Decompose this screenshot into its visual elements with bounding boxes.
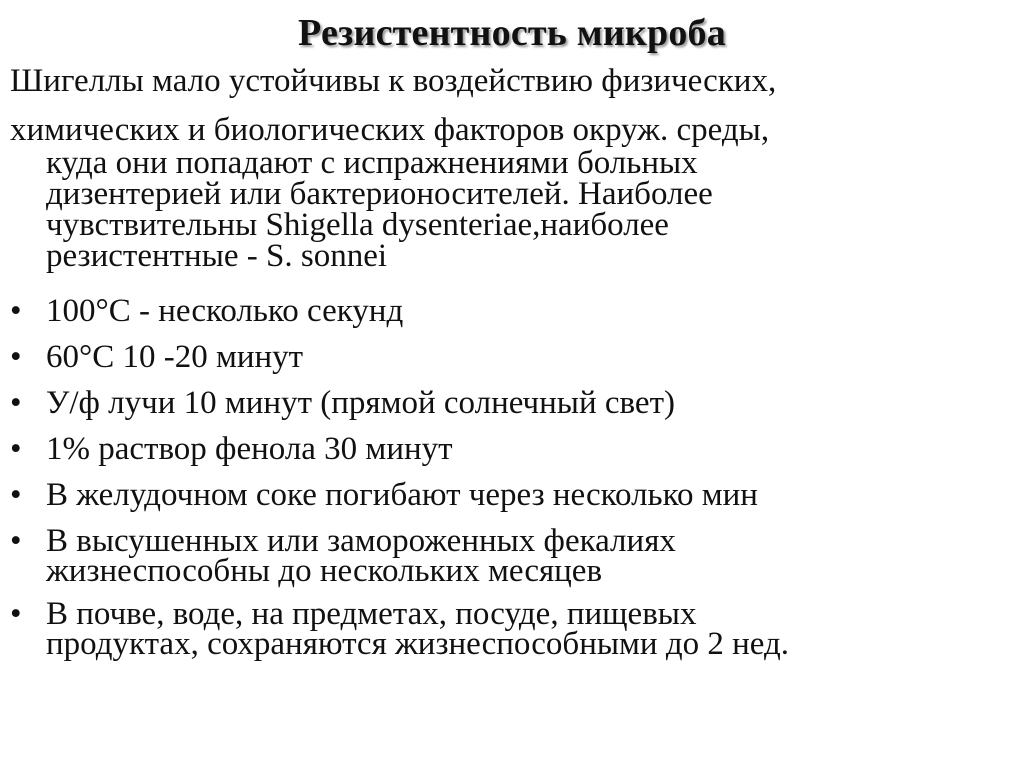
bullet-icon: • xyxy=(10,523,22,559)
bullet-item-environment xyxy=(0,595,1010,660)
bullet-item-uv xyxy=(0,384,1010,422)
bullet-text: В почве, воде, на предметах, посуде, пищевых xyxy=(46,596,697,632)
bullet-icon: • xyxy=(10,293,22,329)
bullet-item-feces xyxy=(0,522,1010,587)
bullet-list xyxy=(0,292,1010,668)
intro-line: Шигеллы мало устойчивы к воздействию физических, xyxy=(10,63,777,99)
bullet-item-60c xyxy=(0,338,1010,376)
bullet-icon: • xyxy=(10,431,22,467)
bullet-icon: • xyxy=(10,339,22,375)
bullet-icon: • xyxy=(10,596,22,632)
intro-line: резистентные - S. sonnei xyxy=(46,238,388,274)
bullet-text: 1% раствор фенола 30 минут xyxy=(46,431,453,467)
intro-paragraph xyxy=(10,63,1010,272)
bullet-item-boiling xyxy=(0,292,1010,330)
bullet-text: 60°С 10 -20 минут xyxy=(46,339,304,375)
bullet-icon: • xyxy=(10,385,22,421)
intro-line: куда они попадают с испражнениями больных xyxy=(46,145,698,181)
slide-title: Резистентность микроба xyxy=(298,12,726,54)
intro-line: чувствительны Shigella dysenteriae,наиболее xyxy=(46,207,669,243)
bullet-item-gastric xyxy=(0,476,1010,514)
bullet-text: жизнеспособны до нескольких месяцев xyxy=(46,553,603,589)
bullet-text: 100°С - несколько секунд xyxy=(46,293,404,329)
bullet-text: В высушенных или замороженных фекалиях xyxy=(46,523,676,559)
bullet-text: У/ф лучи 10 минут (прямой солнечный свет) xyxy=(46,385,675,421)
intro-line: дизентерией или бактерионосителей. Наиболее xyxy=(46,176,713,212)
bullet-text: продуктах, сохраняются жизнеспособными до 2 нед. xyxy=(46,626,790,662)
bullet-item-phenol xyxy=(0,430,1010,468)
intro-line: химических и биологических факторов окруж. среды, xyxy=(10,112,770,148)
bullet-text: В желудочном соке погибают через несколько мин xyxy=(46,477,758,513)
bullet-icon: • xyxy=(10,477,22,513)
